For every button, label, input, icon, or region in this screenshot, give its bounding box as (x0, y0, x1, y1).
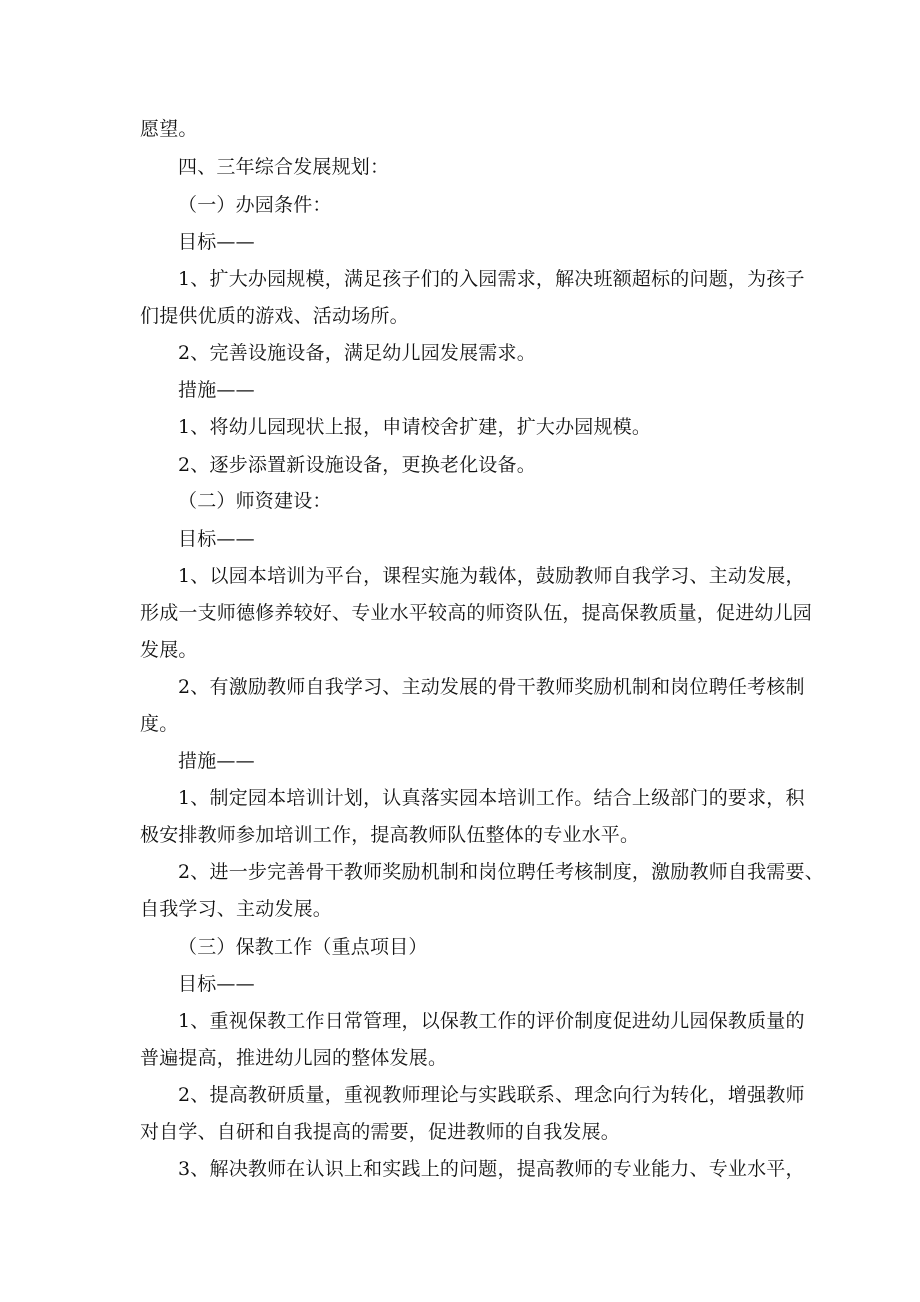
text-line: 1、重视保教工作日常管理，以保教工作的评价制度促进幼儿园保教质量的 (178, 1010, 805, 1032)
text-line: 1、将幼儿园现状上报，申请校舍扩建，扩大办园规模。 (178, 416, 652, 438)
subsection-heading: （三）保教工作（重点项目） (178, 936, 428, 958)
text-line: 度。 (140, 713, 179, 735)
measures-label: 措施—— (178, 379, 255, 401)
text-line: 形成一支师德修养较好、专业水平较高的师资队伍，提高保教质量，促进幼儿园 (140, 602, 813, 624)
text-line: 发展。 (140, 639, 198, 661)
goal-label: 目标—— (178, 231, 255, 253)
text-line: 1、制定园本培训计划，认真落实园本培训工作。结合上级部门的要求，积 (178, 787, 805, 809)
text-line: 2、有激励教师自我学习、主动发展的骨干教师奖励机制和岗位聘任考核制 (178, 676, 805, 698)
text-line: 2、提高教研质量，重视教师理论与实践联系、理念向行为转化，增强教师 (178, 1084, 805, 1106)
text-line: 极安排教师参加培训工作，提高教师队伍整体的专业水平。 (140, 824, 640, 846)
measures-label: 措施—— (178, 750, 255, 772)
text-line: 愿望。 (140, 118, 198, 140)
subsection-heading: （二）师资建设： (178, 490, 332, 512)
text-line: 3、解决教师在认识上和实践上的问题，提高教师的专业能力、专业水平， (178, 1158, 805, 1180)
text-line: 1、扩大办园规模，满足孩子们的入园需求，解决班额超标的问题，为孩子 (178, 268, 805, 290)
text-line: 2、进一步完善骨干教师奖励机制和岗位聘任考核制度，激励教师自我需要、 (178, 861, 824, 883)
section-heading: 四、三年综合发展规划： (178, 156, 390, 178)
text-line: 普遍提高，推进幼儿园的整体发展。 (140, 1047, 448, 1069)
text-line: 们提供优质的游戏、活动场所。 (140, 305, 409, 327)
goal-label: 目标—— (178, 528, 255, 550)
text-line: 2、逐步添置新设施设备，更换老化设备。 (178, 454, 536, 476)
subsection-heading: （一）办园条件： (178, 194, 332, 216)
text-line: 对自学、自研和自我提高的需要，促进教师的自我发展。 (140, 1121, 621, 1143)
text-line: 2、完善设施设备，满足幼儿园发展需求。 (178, 342, 536, 364)
text-line: 1、以园本培训为平台，课程实施为载体，鼓励教师自我学习、主动发展， (178, 565, 805, 587)
text-line: 自我学习、主动发展。 (140, 898, 333, 920)
goal-label: 目标—— (178, 973, 255, 995)
